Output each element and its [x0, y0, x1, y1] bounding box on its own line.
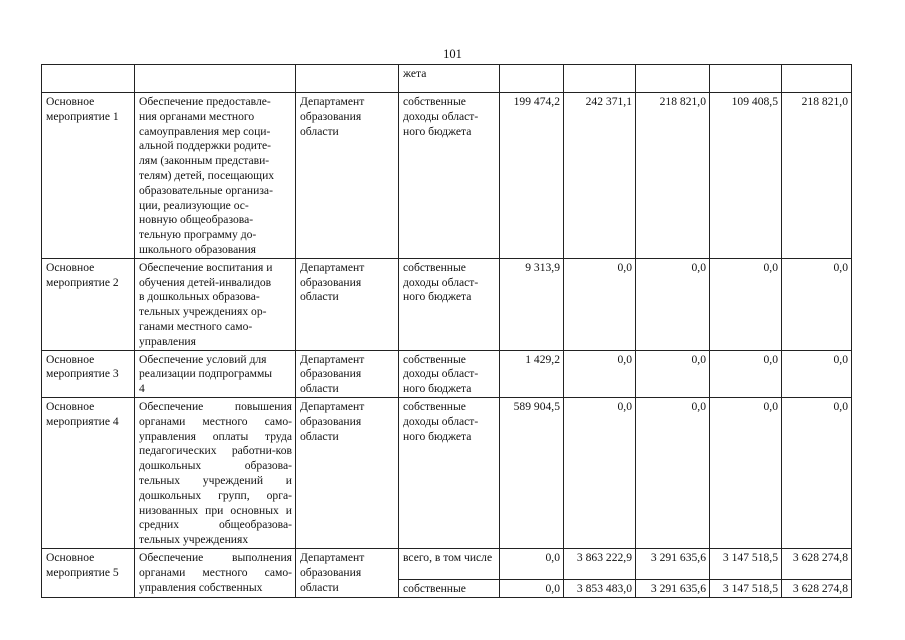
source-cell: всего, в том числе — [399, 548, 500, 579]
source-cell: жета — [399, 65, 500, 93]
value-cell: 3 628 274,8 — [782, 548, 852, 579]
event-cell: Основное мероприятие 2 — [42, 258, 135, 350]
description-cell: Обеспечение воспитания и обучения детей-инвалидов в дошкольных образова- тельных учреждениях ор- ганами местного само- управления — [135, 258, 296, 350]
value-cell: 0,0 — [710, 258, 782, 350]
value-cell: 242 371,1 — [564, 93, 636, 259]
value-cell: 3 291 635,6 — [636, 579, 710, 597]
value-cell: 9 313,9 — [500, 258, 564, 350]
description-cell: Обеспечение предоставле- ния органами местного самоуправления мер соци- альной поддержки родите- лям (законным представи- телям) детей, посещающих образовательные организа- ции, реализующие ос- новную общеобразова- тельную программу до- школьного образования — [135, 93, 296, 259]
value-cell — [636, 65, 710, 93]
event-cell: Основное мероприятие 5 — [42, 548, 135, 597]
value-cell: 3 863 222,9 — [564, 548, 636, 579]
table-row — [42, 350, 852, 397]
source-cell: собственные доходы област- ного бюджета — [399, 258, 500, 350]
value-cell: 0,0 — [636, 350, 710, 397]
table-row — [42, 548, 852, 579]
description-cell — [135, 65, 296, 93]
value-cell: 3 628 274,8 — [782, 579, 852, 597]
description-cell: Обеспечение повышения органами местного само-управления оплаты труда педагогических работни-ков дошкольных образова-тельных учреждений и дошкольных групп, орга-низованных при основных и средних общеобразова-тельных учреждениях — [135, 397, 296, 548]
event-cell: Основное мероприятие 1 — [42, 93, 135, 259]
executor-cell: Департамент образования области — [296, 350, 399, 397]
source-cell: собственные доходы област- ного бюджета — [399, 397, 500, 548]
executor-cell: Департамент образования области — [296, 93, 399, 259]
value-cell: 0,0 — [782, 350, 852, 397]
value-cell: 199 474,2 — [500, 93, 564, 259]
executor-cell: Департамент образования области — [296, 397, 399, 548]
value-cell: 0,0 — [710, 397, 782, 548]
table-row — [42, 93, 852, 259]
value-cell: 3 147 518,5 — [710, 579, 782, 597]
value-cell: 0,0 — [710, 350, 782, 397]
executor-cell: Департамент образования области — [296, 258, 399, 350]
value-cell: 218 821,0 — [782, 93, 852, 259]
value-cell: 0,0 — [564, 397, 636, 548]
value-cell: 1 429,2 — [500, 350, 564, 397]
executor-cell: Департамент образования области — [296, 548, 399, 597]
value-cell: 0,0 — [564, 350, 636, 397]
continuation-row — [42, 65, 852, 93]
source-cell: собственные доходы област- ного бюджета — [399, 350, 500, 397]
value-cell: 3 147 518,5 — [710, 548, 782, 579]
description-cell: Обеспечение условий для реализации подпрограммы 4 — [135, 350, 296, 397]
event-cell: Основное мероприятие 4 — [42, 397, 135, 548]
event-cell — [42, 65, 135, 93]
source-cell: собственные доходы област- ного бюджета — [399, 93, 500, 259]
value-cell: 218 821,0 — [636, 93, 710, 259]
value-cell: 109 408,5 — [710, 93, 782, 259]
value-cell — [500, 65, 564, 93]
executor-cell — [296, 65, 399, 93]
value-cell: 589 904,5 — [500, 397, 564, 548]
value-cell: 3 853 483,0 — [564, 579, 636, 597]
description-cell: Обеспечение выполнения органами местного само-управления собственных — [135, 548, 296, 597]
table-row — [42, 258, 852, 350]
source-cell: собственные — [399, 579, 500, 597]
page-number: 101 — [443, 47, 462, 61]
value-cell — [710, 65, 782, 93]
value-cell — [564, 65, 636, 93]
event-cell: Основное мероприятие 3 — [42, 350, 135, 397]
value-cell: 0,0 — [564, 258, 636, 350]
value-cell: 0,0 — [500, 548, 564, 579]
value-cell: 3 291 635,6 — [636, 548, 710, 579]
value-cell: 0,0 — [636, 258, 710, 350]
value-cell: 0,0 — [500, 579, 564, 597]
value-cell: 0,0 — [782, 258, 852, 350]
value-cell: 0,0 — [636, 397, 710, 548]
value-cell: 0,0 — [782, 397, 852, 548]
table-row — [42, 397, 852, 548]
value-cell — [782, 65, 852, 93]
program-events-table — [41, 64, 852, 598]
